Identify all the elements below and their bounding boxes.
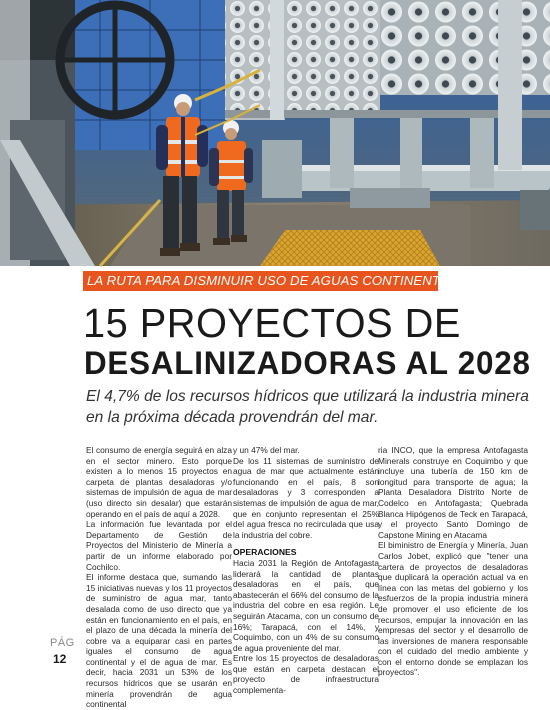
body-column-3 bbox=[378, 445, 528, 678]
paragraph: y un 47% del mar. bbox=[233, 445, 300, 455]
page-number: 12 bbox=[53, 652, 67, 666]
page-label: PÁG bbox=[50, 637, 75, 649]
paragraph: El informe destaca que, sumando las 15 iniciativas nuevas y los 11 proyectos de suministro de agua mar, tanto desalada como de uso directo que ya están en funcionamiento en el país, en el plazo de una década la minería del cobre va a equiparar casi en partes iguales el consumo de agua continental y el de agua de mar. Es decir, hacia 2031 un 53% de los recursos hídricos que se usarán en minería provendrán de agua continental bbox=[86, 572, 232, 710]
headline-line-1: 15 PROYECTOS DE bbox=[83, 300, 461, 346]
body-column-2 bbox=[233, 445, 379, 696]
paragraph: El biministro de Energía y Minería, Juan Carlos Jobet, explicó que "tener una cartera de proyectos de desaladoras que duplicará la operación actual va en línea con las metas del gobierno y los esfuerzos de la propia industria minera de promover el uso eficiente de los recursos, empujar la innovación en las empresas del sector y el desarrollo de las inversiones de manera responsable con el cuidado del medio ambiente y con el entorno donde se emplazan los proyectos". bbox=[378, 540, 528, 678]
section-subhead: OPERACIONES bbox=[233, 547, 297, 558]
headline-line-2: DESALINIZADORAS AL 2028 bbox=[84, 345, 531, 381]
article-deck: El 4,7% de los recursos hídricos que utilizará la industria minera en la próxima década provendrán del mar. bbox=[86, 388, 529, 426]
paragraph: Entre los 15 proyectos de desaladoras que están en carpeta destacan el proyecto de infraestructura complementa- bbox=[233, 653, 379, 696]
body-column-1 bbox=[86, 445, 232, 710]
hero-photo bbox=[0, 0, 550, 266]
paragraph: El consumo de energía seguirá en alza en el sector minero. Esto porque existen a lo menos 15 proyectos en carpeta de plantas desaladoras y/o sistemas de impulsión de agua de mar (uso directo sin desalar) que estarán operando en el país de aquí a 2028. bbox=[86, 445, 232, 519]
kicker-text: LA RUTA PARA DISMINUIR USO DE AGUAS CONTINENTALES bbox=[87, 273, 474, 288]
paragraph: ria INCO, que la empresa Antofagasta Minerals construye en Coquimbo y que incluye una tubería de 150 km de longitud para transporte de agua; la Planta Desaladora Distrito Norte de Codelco en Antofagasta; Quebrada Blanca Hipógenos de Teck en Tarapacá, y el proyecto Santo Domingo de Capstone Mining en Atacama bbox=[378, 445, 528, 540]
paragraph: De los 11 sistemas de suministro de agua de mar que actualmente están funcionando en el país, 8 son desaladoras y 3 corresponden a sistemas de impulsión de agua de mar, que en conjunto representan el 25% del agua fresca no recirculada que usa la industria del cobre. bbox=[233, 455, 379, 540]
paragraph: La información fue levantada por el Departamento de Gestión de Proyectos del Ministerio de Minería a partir de un informe elaborado por Cochilco. bbox=[86, 519, 232, 572]
paragraph: Hacia 2031 la Región de Antofagasta liderará la cantidad de plantas desaladoras en el país, que abastecerán el 66% del consumo de la industria del cobre en esa región. Le seguirán Atacama, con un consumo de 16%; Tarapacá, con el 14%, y Coquimbo, con un 4% de su consumo de agua proveniente del mar. bbox=[233, 557, 379, 653]
